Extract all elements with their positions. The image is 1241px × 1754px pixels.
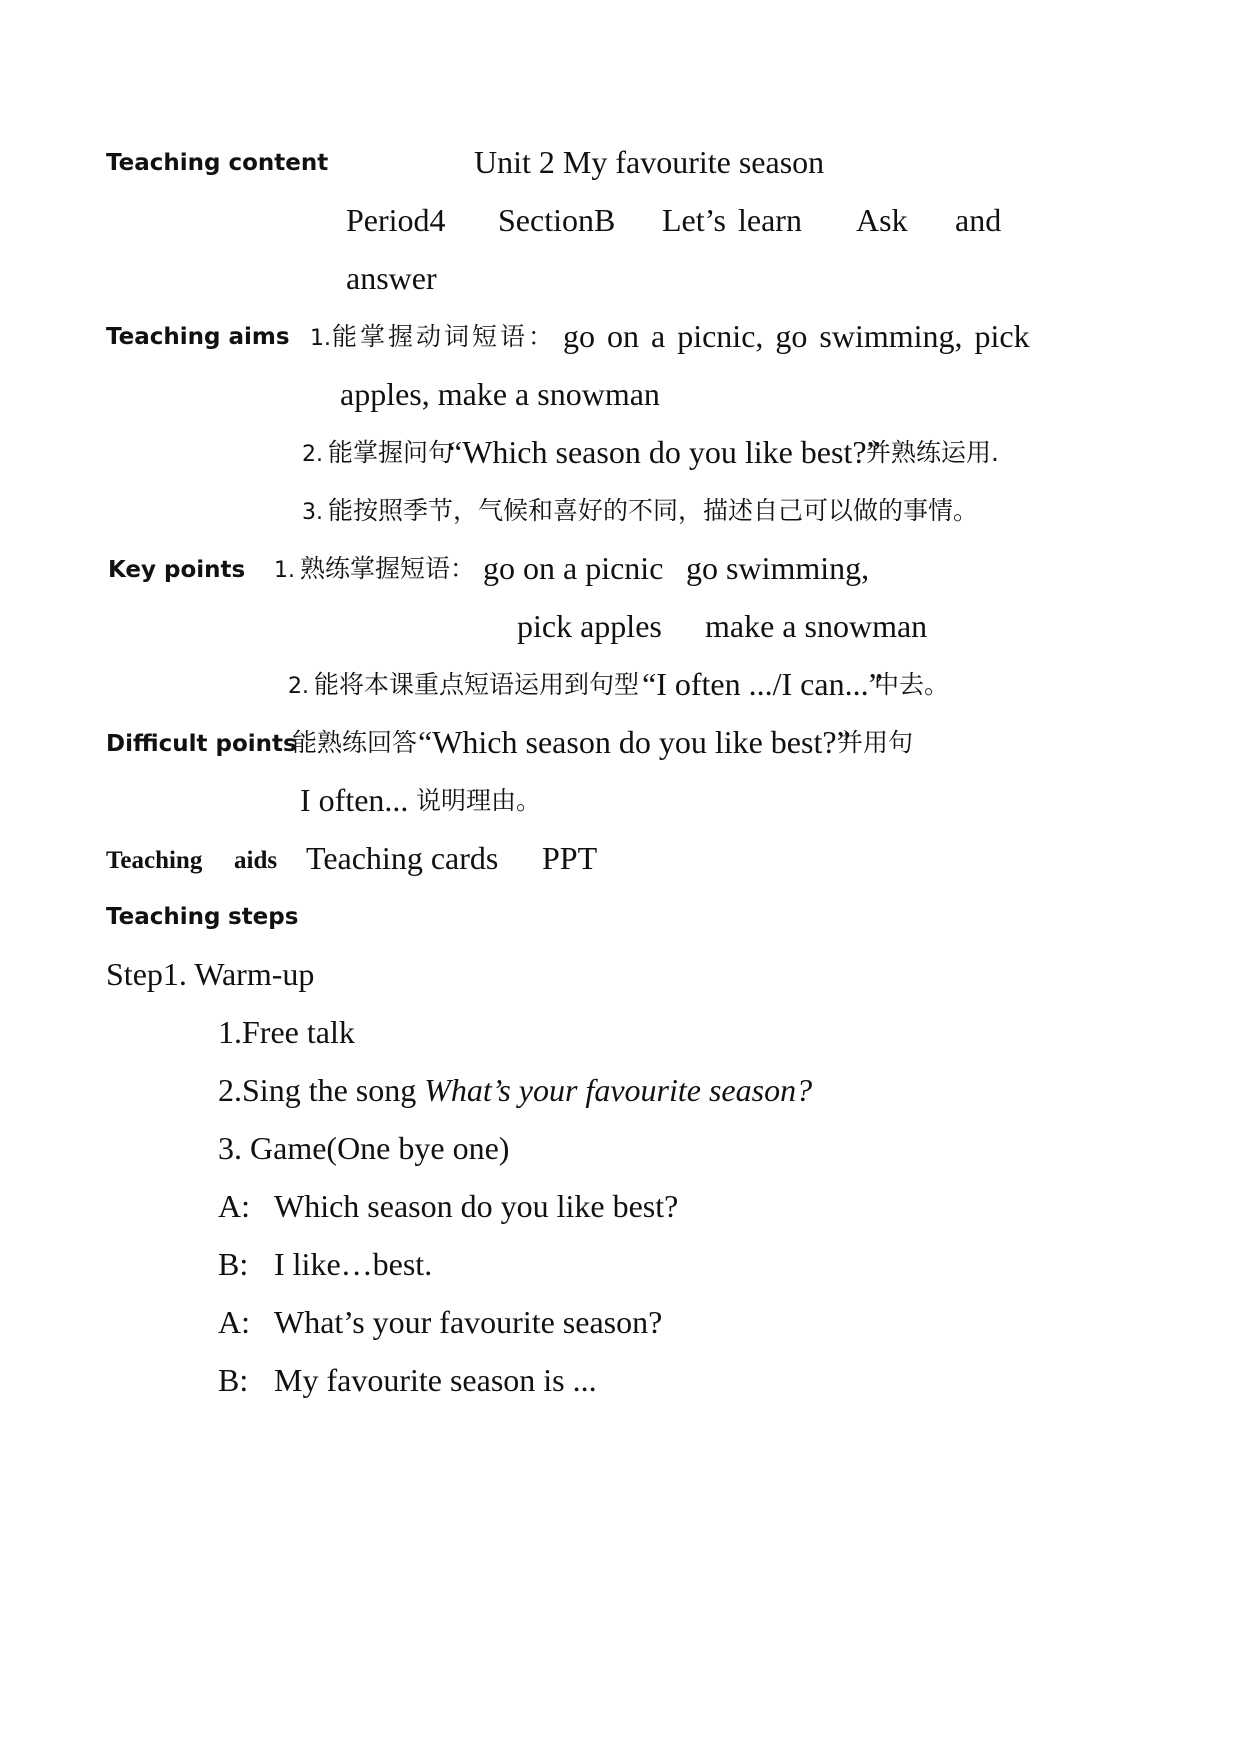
learn-word: learn (738, 202, 802, 238)
section-label: SectionB (498, 202, 616, 238)
teaching-aids-cards: Teaching cards (306, 840, 499, 876)
key-points-item-2-chinese-suffix: 中去。 (874, 670, 950, 699)
dialogue-line: What’s your favourite season? (274, 1304, 663, 1340)
teaching-steps-label-b: steps (228, 904, 299, 930)
aims-item-1-english: go on a picnic, go swimming, pick (563, 318, 1030, 354)
difficult-points-chinese-1: 能熟练回答 (292, 728, 418, 757)
key-points-item-2-chinese: 能将本课重点短语运用到句型 (314, 670, 640, 699)
aims-item-2-number: 2. (302, 442, 323, 467)
teaching-aids-label-a: Teaching (106, 847, 203, 874)
teaching-aids-label-b: aids (234, 847, 278, 874)
aims-item-3-number: 3. (302, 500, 323, 525)
aims-item-1-chinese: 能掌握动词短语： (332, 322, 557, 351)
step-1-sing-song (218, 1074, 812, 1106)
key-points-label: Key points (108, 557, 246, 583)
period-label: Period4 (346, 202, 446, 238)
key-points-item-2-number: 2. (288, 674, 309, 699)
aims-item-2-english: “Which season do you like best?” (448, 434, 881, 470)
dialogue-line: My favourite season is ... (274, 1362, 597, 1398)
step-1-heading: Step1. Warm-up (106, 956, 315, 992)
teaching-steps-label-a: Teaching (106, 904, 221, 930)
aims-item-1-number: 1. (310, 326, 331, 351)
answer-word: answer (346, 260, 437, 296)
teaching-content-label: Teaching content (106, 150, 329, 176)
difficult-points-label: Difficult points (106, 731, 297, 757)
teaching-aids-ppt: PPT (542, 840, 598, 876)
and-word: and (955, 202, 1002, 238)
lets-word: Let’s (662, 202, 726, 238)
song-title: What’s your favourite season? (424, 1072, 813, 1108)
dialogue-speaker: B: (218, 1362, 249, 1398)
key-points-phrase-swimming: go swimming, (686, 550, 870, 586)
dialogue-speaker: A: (218, 1304, 250, 1340)
dialogue-speaker: A: (218, 1188, 250, 1224)
key-points-phrase-snowman: make a snowman (705, 608, 928, 644)
aims-item-3-chinese: 能按照季节，气候和喜好的不同，描述自己可以做的事情。 (328, 496, 979, 525)
key-points-item-1-number: 1. (274, 558, 295, 583)
dialogue-line: Which season do you like best? (274, 1188, 679, 1224)
dialogue-line: I like…best. (274, 1246, 433, 1282)
ask-word: Ask (856, 202, 908, 238)
step-1-free-talk: 1.Free talk (218, 1014, 355, 1050)
dialogue-speaker: B: (218, 1246, 249, 1282)
key-points-item-2-english: “I often .../I can...” (642, 666, 883, 702)
key-points-phrase-apples: pick apples (517, 608, 662, 644)
unit-title: Unit 2 My favourite season (474, 144, 825, 180)
step-1-game: 3. Game(One bye one) (218, 1130, 510, 1166)
key-points-item-1-chinese: 熟练掌握短语： (300, 554, 476, 583)
difficult-points-chinese-2: 并用句 (838, 728, 914, 757)
difficult-points-i-often: I often... (300, 782, 409, 818)
teaching-aims-label: Teaching aims (106, 324, 290, 350)
aims-item-1-continued: apples, make a snowman (340, 376, 660, 412)
difficult-points-chinese-3: 说明理由。 (416, 786, 542, 815)
sing-song-prefix: 2.Sing the song (218, 1072, 425, 1108)
difficult-points-question: “Which season do you like best?” (418, 724, 851, 760)
aims-item-2-chinese-suffix: 并熟练运用. (866, 438, 999, 467)
aims-item-2-chinese: 能掌握问句 (328, 438, 454, 467)
key-points-phrase-picnic: go on a picnic (483, 550, 664, 586)
